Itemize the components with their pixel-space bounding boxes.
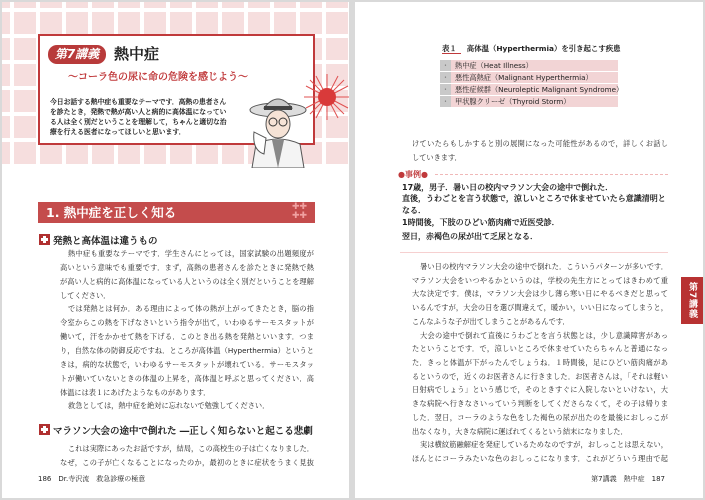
page-footer-left: 186 Dr.寺沢流 救急診療の極意: [38, 475, 146, 483]
body-text-line: 熱中症も重要なテーマです．学生さんにとっては，国家試験の出題頻度が: [68, 249, 314, 258]
doctor-illustration: [242, 94, 308, 168]
chapter-title: 熱中症: [114, 45, 160, 63]
bullet-cell: ・: [441, 61, 450, 70]
case-line: 直後，うわごとを言う状態で，涼しいところで休ませていたら意識清明と: [402, 194, 666, 203]
body-text-line: マラソン大会をいつやるかというのは，学校の先生方にとってはきわめて重: [412, 275, 668, 285]
body-text-line: では発熱とは何か．ある理由によって体の熱が上がってきたとき，脳の指: [68, 304, 314, 314]
subheading-marathon: [39, 423, 313, 437]
intro-text-line: る人は全く別だということを理解して，ちゃんと適切な治: [50, 118, 227, 126]
bullet-cell: ・: [441, 97, 450, 106]
case-divider-top: [435, 174, 668, 175]
table-number: 表１: [442, 44, 461, 54]
page-footer-right: 第7講義 熱中症 187: [591, 475, 665, 483]
case-line: 翌日，赤褐色の尿が出て乏尿となる．: [402, 232, 538, 241]
left-page: [2, 2, 349, 498]
case-line: なる．: [402, 206, 426, 215]
chapter-badge: 第7講義: [48, 45, 106, 64]
table-cell: 甲状腺クリーゼ（Thyroid Storm）: [455, 97, 571, 106]
body-text-line: いるんですが，大会の日を選び間違えて，暖かい，いい日になってしまうと，: [412, 303, 668, 313]
body-text-line: 令室からこの熱を下げなさいという指令が出て，いわゆるサーモスタットが: [60, 318, 314, 328]
body-text-line: た．きっと体温が下がったんでしょうね．１時間後，足にひどい筋肉痛があ: [412, 358, 668, 368]
body-text-line: 大会の途中で倒れて直後にうわごとを言う状態とは，少し意識障害があっ: [420, 330, 668, 340]
table-row: [440, 96, 618, 107]
table-cell: 悪性高熱症（Malignant Hyperthermia）: [455, 73, 593, 82]
table-row: [440, 84, 624, 95]
subheading-fever: [39, 233, 158, 247]
body-text-line: 大な決定です．僕は，マラソン大会は少し薄ら寒い日にやるべきだと思って: [412, 289, 668, 299]
body-text-line: ほんとにコーラみたいな色のおしっこになります．これがどういう理由で起: [412, 454, 668, 464]
body-text-line: 体温には表１にあげたようなものがあります．: [60, 387, 211, 397]
body-text-line: けていたらもしかすると別の展開になった可能性があるので，詳しくお話し: [412, 139, 668, 148]
body-text-line: きな病院へ行きなさいっていう判断をしてくださらなくて，その子は帰りま: [412, 399, 668, 409]
body-text-line: 出なくなり，大きな病院に運ばれてくるという結末になりました．: [412, 426, 628, 436]
body-text-line: こんなふうな子が出てしまうことがあるんです．: [412, 316, 570, 326]
body-text-line: り，自然な体の防御反応ですね．ところが高体温（Hyperthermia）というと: [60, 345, 314, 355]
body-text-line: るというので，近くのお医者さんに行きました．お医者さんは，「それは軽い: [412, 371, 668, 381]
table-caption-text: 高体温（Hyperthermia）を引き起こす疾患: [466, 44, 621, 53]
case-line: 1時間後，下肢のひどい筋肉痛で近医受診．: [402, 218, 560, 227]
chapter-side-tab[interactable]: 第7講義: [681, 277, 703, 324]
right-page: [355, 2, 703, 498]
body-text-line: これは実際にあったお話ですが，結局，この高校生の子は亡くなりました．: [68, 444, 314, 453]
subheading-text: マラソン大会の途中で倒れた ―正しく知らないと起こる悲劇: [53, 426, 313, 437]
table-caption: [442, 43, 621, 54]
table-cell: 熱中症（Heat Illness）: [455, 61, 533, 70]
body-text-line: なぜ，この子が亡くなることになったのか，最初のときに症状をうまく見抜: [60, 457, 314, 467]
intro-text-line: を診たとき，発熱で熱が高い人と病的に高体温になってい: [50, 108, 227, 116]
body-text-line: 救急としては，熱中症を絶対に忘れないで勉強してください．: [68, 401, 270, 411]
body-text-line: 暑い日の校内マラソン大会の途中で倒れた．こういうパターンが多いです．: [420, 262, 668, 271]
body-text-line: が高い人と病的に高体温になっている人というのは全く別だということを理解: [60, 276, 314, 286]
case-divider-bottom: [400, 252, 668, 253]
case-line: 17歳，男子．暑い日の校内マラソン大会の途中で倒れた．: [402, 183, 614, 192]
case-label: ●事例●: [398, 170, 428, 179]
intro-text-line: 今日お話する熱中症も重要なテーマです．高熱の患者さん: [50, 98, 227, 106]
body-text-line: 実は横紋筋融解症を発症しているためなのですが，おしっことは思えない，: [420, 440, 668, 450]
table-row: [440, 60, 618, 71]
body-text-line: 高いという意味でも重要です．まず，高熱の患者さんを診たときに発熱で熱: [60, 262, 314, 272]
body-text-line: トが働いていないときの体温の上昇を，高体温と呼ぶと思ってください．高: [60, 373, 314, 383]
cross-decoration-icon: ✚✚ ✚✚: [292, 202, 308, 221]
body-text-line: した．翌日，コーラのような色をした褐色の尿が出たのを最後におしっこが: [412, 412, 668, 422]
body-text-line: 働いて，汗をかかせて熱を下げる．このとき出る熱を発熱といいます．つま: [60, 332, 314, 342]
cross-square-icon: [39, 234, 50, 245]
body-text-line: 日射病でしょう」という感じで，そのときすぐに入院しないといけない，大: [412, 385, 668, 395]
body-text-line: たということです．で，涼しいところで休ませていたらちゃんと普通になっ: [412, 344, 668, 354]
intro-text-line: 療を行える医者になってほしいと思います．: [50, 128, 186, 136]
bullet-cell: ・: [441, 85, 450, 94]
chapter-subtitle: 〜コーラ色の尿に命の危険を感じよう〜: [68, 72, 248, 83]
cross-square-icon: [39, 424, 50, 435]
table-row: [440, 72, 618, 83]
bullet-cell: ・: [441, 73, 450, 82]
table-cell: 悪性症候群（Neuroleptic Malignant Syndrome）: [455, 85, 624, 94]
body-text-line: してください．: [60, 290, 111, 300]
body-text-line: きは，病的な状態で，いわゆるサーモスタットが壊れている．サーモスタッ: [60, 359, 314, 369]
body-text-line: していきます．: [412, 152, 462, 162]
sun-icon: [302, 72, 349, 122]
section-title-bar: 1. 熱中症を正しく知る: [38, 202, 315, 223]
subheading-text: 発熱と高体温は違うもの: [53, 236, 158, 247]
